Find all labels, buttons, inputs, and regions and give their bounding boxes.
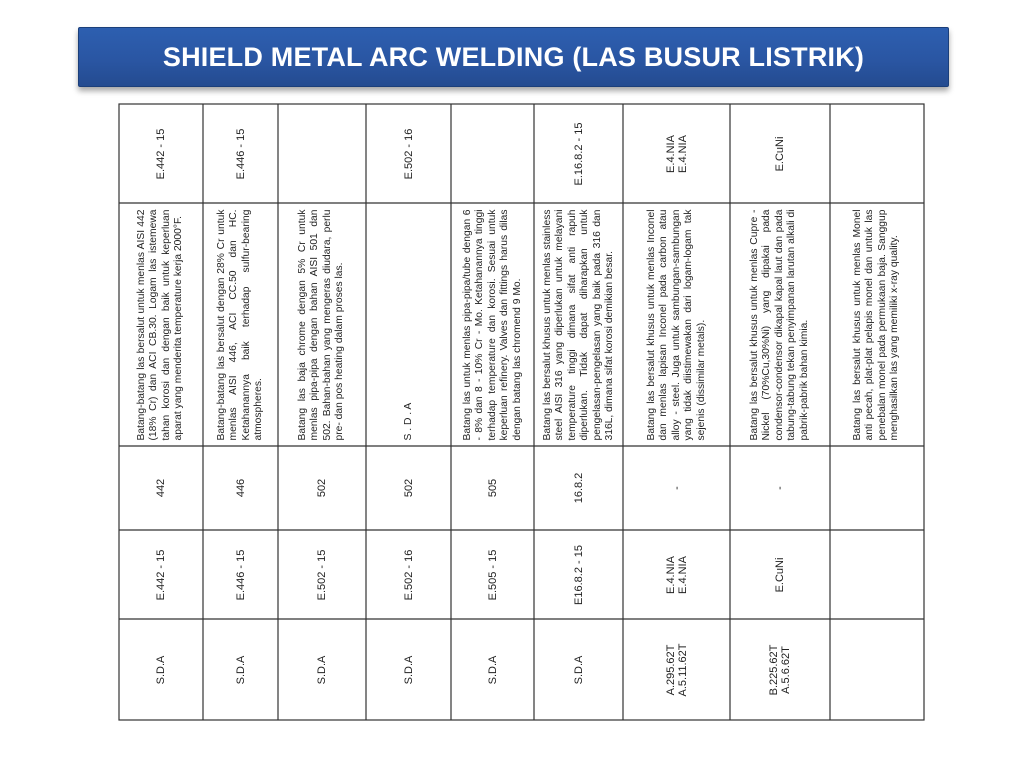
table-cell [832,106,922,201]
cell-description: Batang las baja chrome dengan 5% Cr untuk menlas pipa-pipa dengan bahan AISI 501 dan 502. Bahan-bahan yang mengeras diudara, perlu pre- dan pos heating dalam proses las. [297,209,346,440]
cell-code: E.502 - 15 [316,549,328,600]
title-banner [78,27,949,87]
cell-description: Batang las bersalut khusus untuk menlas Inconel dan menlas lapisan Inconel pada carbon atau alloy - steel. Juga untuk sambungan-sambungan yang tidak diistimewakan dari logam-logam tak sejenis (dissimilar metals). [645,209,707,440]
table-cell [280,106,364,201]
cell-code: 16.8.2 [572,472,585,504]
cell-code: E.4.NIA E.4.NIA [664,555,689,594]
table-cell [625,205,728,444]
cell-code: B.225.62T A.5.6.62T [768,644,792,695]
table-cell [536,448,621,528]
table-cell [121,621,201,718]
table-cell [280,205,364,444]
table-cell [453,205,532,444]
table-cell [280,621,364,718]
cell-description: Batang las bersalut khusus untuk menlas Monel anti pecah, plat-plat pelapis monel dan untuk las penebalan monel pada permukaan baja. Sanggup menghasilkan las yang memiliki x-ray quality. [852,209,901,440]
table-cell [121,205,201,444]
table-cell [121,106,201,201]
table-cell [536,532,621,617]
table-cell [732,205,828,444]
cell-code: - [774,486,786,490]
table-cell [832,621,922,718]
cell-code: E.505 - 15 [486,549,499,600]
cell-code: 502 [316,478,328,498]
table-cell [205,621,276,718]
cell-code: 446 [234,478,247,498]
cell-description: Batang-batang las bersalut untuk menlas AISI 442 (18% Cr) dan ACI CB.30. Logam las istemewa tahan korosi dan dengan baik untuk keperluan aparat yang menderita temperature kerja 2000°F. [136,209,185,440]
cell-code: E.446 - 15 [234,549,247,600]
table-cell [832,205,922,444]
table-cell [368,106,449,201]
cell-code: E.446 - 15 [234,128,247,179]
cell-code: E.CuNi [774,557,786,592]
cell-code: A.295.62T A.5.11.62T [664,643,689,696]
table-cell [121,532,201,617]
table-cell [280,448,364,528]
table-cell [368,621,449,718]
table-cell [121,448,201,528]
table-cell [732,621,828,718]
table-cell [536,106,621,201]
cell-code: E.442 - 15 [155,128,167,179]
table-cell [453,106,532,201]
cell-description: S . D . A [402,402,414,440]
table-cell [453,621,532,718]
cell-code: S.D.A [316,655,328,684]
cell-code: E.16.8.2 - 15 [572,122,585,185]
table-cell [832,532,922,617]
cell-code: - [670,486,683,490]
table-cell [625,448,728,528]
table-cell [368,532,449,617]
cell-code: S.D.A [572,655,585,684]
table-cell [205,448,276,528]
cell-code: 442 [155,478,167,498]
table-cell [205,205,276,444]
cell-code: E.4.NIA E.4.NIA [664,134,689,173]
cell-description: Batang las bersalut khusus untuk menlas Cupre - Nickel (70%Cu,30%Ni) yang dipakai pada condensor-condensor dikapal kapal laut dan pada tabung-tabung tekan penyimpanan larutan alkali di pabrik-pabrik bahan kimia. [748,209,810,440]
slide-title: SHIELD METAL ARC WELDING (LAS BUSUR LISTRIK) [162,41,865,72]
cell-code: 505 [486,478,499,498]
table-cell [368,448,449,528]
cell-code: S.D.A [486,655,499,684]
table-cell [625,621,728,718]
table-cell [280,532,364,617]
table-cell [205,106,276,201]
table-cell [832,448,922,528]
table-cell [453,532,532,617]
table-cell [625,532,728,617]
cell-code: E.502 - 16 [402,128,415,179]
cell-code: E.CuNi [774,136,786,171]
table-cell [732,448,828,528]
cell-description: Batang las untuk menlas pipa-pipa/tube dengan 6 - 8% dan 8 - 10% Cr - Mo. Ketahanannya tinggi terhadap temperature dan korosi. Sesuai untuk keperluan refinery. Valves dan fittings harus dilas dengan batang las chromend 9 Mo. [461,209,523,440]
table-cell [732,532,828,617]
cell-code: E.502 - 16 [402,549,415,600]
table-cell [453,448,532,528]
cell-code: S.D.A [155,655,167,684]
cell-code: S.D.A [234,655,247,684]
table-cell [205,532,276,617]
table-cell [625,106,728,201]
table-cell [732,106,828,201]
cell-code: E16.8.2 - 15 [572,544,585,605]
cell-code: 502 [402,478,415,498]
cell-code: E.442 - 15 [155,549,167,600]
cell-description: Batang-batang las bersalut dengan 28% Cr untuk menlas AISI 446, ACI CC.50 dan HC. Ketahanannya baik terhadap sulfur-bearing atmospheres. [215,209,264,440]
table-cell [536,205,621,444]
table-cell [368,205,449,444]
table-cell [536,621,621,718]
scanned-table [118,103,925,721]
cell-code: S.D.A [402,655,415,684]
cell-description: Batang las bersalut khusus untuk menlas stainless steel AISI 316 yang diperlukan untuk melayani temperature tinggi dimana sifat anti rapuh diperlukan. Tidak dapat diharapkan untuk pengelasan-pengelasan yang baik pada 316 dan 316L, dimana sifat korosi demikian besar. [541,209,615,440]
